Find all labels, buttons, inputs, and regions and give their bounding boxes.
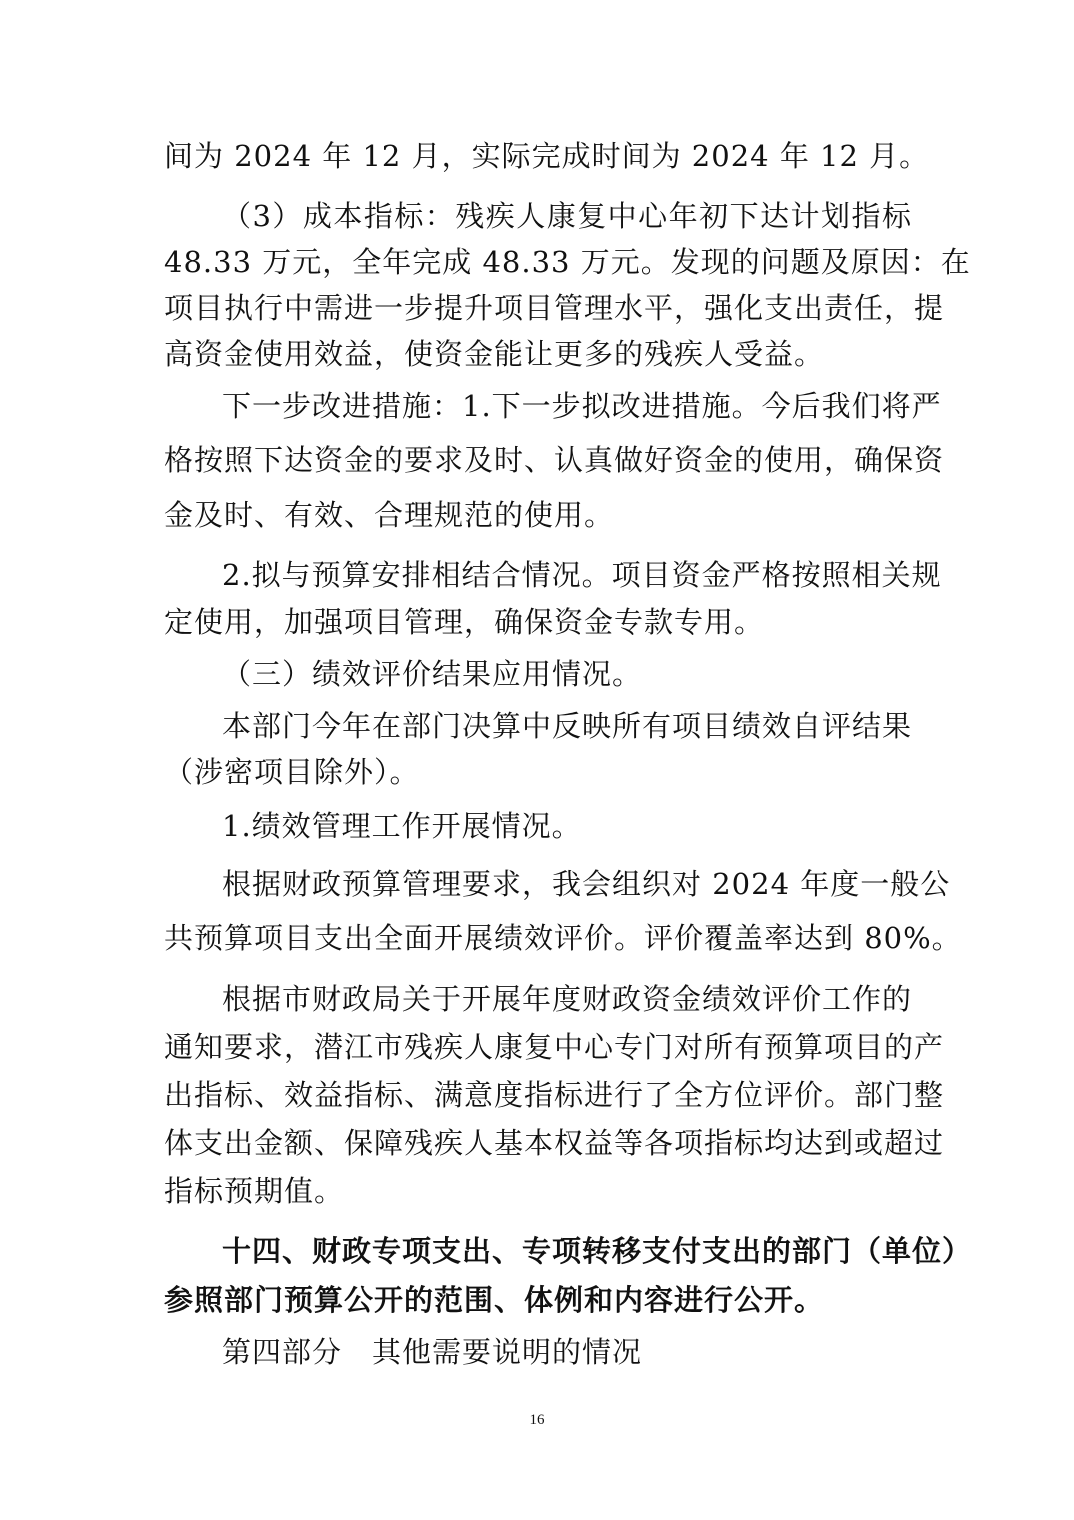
paragraph-line: 金及时、有效、合理规范的使用。 bbox=[164, 498, 615, 532]
paragraph-line: 48.33 万元，全年完成 48.33 万元。发现的问题及原因：在 bbox=[164, 245, 971, 279]
bold-heading-line: 十四、财政专项支出、专项转移支付支出的部门（单位） bbox=[222, 1234, 973, 1268]
part-heading: 第四部分 其他需要说明的情况 bbox=[222, 1335, 643, 1369]
paragraph-line: 格按照下达资金的要求及时、认真做好资金的使用，确保资 bbox=[164, 443, 945, 477]
paragraph-line: 本部门今年在部门决算中反映所有项目绩效自评结果 bbox=[222, 709, 913, 743]
paragraph-line: 体支出金额、保障残疾人基本权益等各项指标均达到或超过 bbox=[164, 1126, 945, 1160]
paragraph-line: 2.拟与预算安排相结合情况。项目资金严格按照相关规 bbox=[222, 558, 942, 592]
paragraph-line: 通知要求，潜江市残疾人康复中心专门对所有预算项目的产 bbox=[164, 1030, 945, 1064]
paragraph-line: 下一步改进措施：1.下一步拟改进措施。今后我们将严 bbox=[222, 389, 942, 423]
paragraph-line: 间为 2024 年 12 月，实际完成时间为 2024 年 12 月。 bbox=[164, 139, 930, 173]
paragraph-line: （3）成本指标：残疾人康复中心年初下达计划指标 bbox=[222, 199, 912, 233]
section-heading: （三）绩效评价结果应用情况。 bbox=[222, 657, 643, 691]
paragraph-line: 项目执行中需进一步提升项目管理水平，强化支出责任，提 bbox=[164, 291, 945, 325]
paragraph-line: 共预算项目支出全面开展绩效评价。评价覆盖率达到 80%。 bbox=[164, 921, 962, 955]
page-number: 16 bbox=[529, 1412, 545, 1428]
paragraph-line: 根据财政预算管理要求，我会组织对 2024 年度一般公 bbox=[222, 867, 951, 901]
paragraph-line: 指标预期值。 bbox=[164, 1174, 345, 1208]
paragraph-line: 1.绩效管理工作开展情况。 bbox=[222, 809, 582, 843]
bold-heading-line: 参照部门预算公开的范围、体例和内容进行公开。 bbox=[164, 1283, 825, 1317]
paragraph-line: （涉密项目除外）。 bbox=[164, 755, 420, 789]
paragraph-line: 高资金使用效益，使资金能让更多的残疾人受益。 bbox=[164, 337, 825, 371]
paragraph-line: 出指标、效益指标、满意度指标进行了全方位评价。部门整 bbox=[164, 1078, 945, 1112]
paragraph-line: 定使用，加强项目管理，确保资金专款专用。 bbox=[164, 605, 765, 639]
paragraph-line: 根据市财政局关于开展年度财政资金绩效评价工作的 bbox=[222, 982, 913, 1016]
